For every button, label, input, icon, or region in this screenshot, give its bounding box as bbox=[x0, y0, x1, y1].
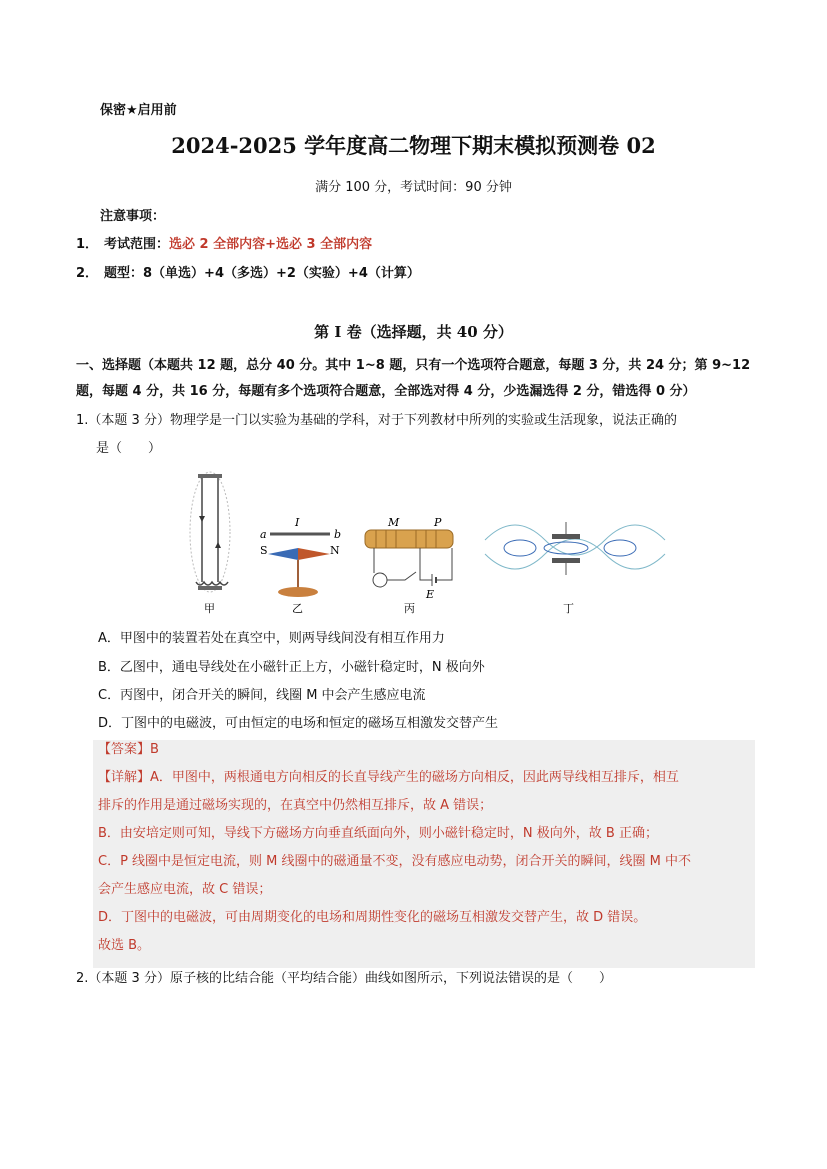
confidential-label: 保密★启用前 bbox=[100, 103, 177, 118]
option-b: B．乙图中，通电导线处在小磁针正上方，小磁针稳定时，N 极向外 bbox=[98, 660, 485, 675]
figure-text-s: S bbox=[260, 544, 268, 557]
detail-line-5: 会产生感应电流，故 C 错误； bbox=[98, 882, 272, 897]
figure-bing bbox=[365, 516, 453, 615]
answer-line: 【答案】B bbox=[98, 742, 159, 757]
figure-text-i: I bbox=[295, 516, 300, 529]
figure-label-jia: 甲 bbox=[204, 602, 215, 615]
note-item-scope bbox=[76, 233, 372, 252]
question-1-line1: 1.（本题 3 分）物理学是一门以实验为基础的学科，对于下列教材中所列的实验或生活现象，说法正确的 bbox=[76, 413, 677, 428]
figure-ding bbox=[485, 522, 665, 615]
note-label: 考试范围： bbox=[104, 237, 170, 252]
question-1-figure bbox=[180, 462, 670, 624]
figure-jia bbox=[190, 472, 230, 615]
question-1-line2: 是（ ） bbox=[96, 441, 162, 456]
question-2-stem: 2.（本题 3 分）原子核的比结合能（平均结合能）曲线如图所示，下列说法错误的是（ ） bbox=[76, 971, 612, 986]
question-1-stem bbox=[76, 407, 756, 463]
figure-yi bbox=[260, 516, 341, 615]
notes-heading: 注意事项： bbox=[100, 209, 166, 224]
figure-label-bing: 丙 bbox=[404, 602, 415, 615]
figure-text-m: M bbox=[388, 516, 400, 529]
detail-line-4: C．P 线圈中是恒定电流，则 M 线圈中的磁通量不变，没有感应电动势，闭合开关的瞬间，线圈 M 中不 bbox=[98, 854, 692, 869]
answer-block bbox=[98, 736, 753, 960]
exam-title: 2024-2025 学年度高二物理下期末模拟预测卷 02 bbox=[171, 133, 656, 158]
detail-line-1: 【详解】A．甲图中，两根通电方向相反的长直导线产生的磁场方向相反，因此两导线相互排斥，相互 bbox=[98, 770, 679, 785]
figure-label-ding: 丁 bbox=[563, 602, 574, 615]
detail-line-6: D．丁图中的电磁波，可由周期变化的电场和周期性变化的磁场互相激发交替产生，故 D 错误。 bbox=[98, 910, 647, 925]
figure-text-e: E bbox=[426, 588, 435, 601]
figure-text-a: a bbox=[260, 528, 267, 541]
option-c: C．丙图中，闭合开关的瞬间，线圈 M 中会产生感应电流 bbox=[98, 688, 426, 703]
option-a: A．甲图中的装置若处在真空中，则两导线间没有相互作用力 bbox=[98, 631, 445, 646]
section-title: 第 I 卷（选择题，共 40 分） bbox=[314, 323, 513, 341]
detail-line-2: 排斥的作用是通过磁场实现的，在真空中仍然相互排斥，故 A 错误； bbox=[98, 798, 493, 813]
figure-label-yi: 乙 bbox=[292, 602, 303, 615]
note-number: 1． bbox=[76, 237, 99, 252]
note-types-text: 题型：8（单选）+4（多选）+2（实验）+4（计算） bbox=[104, 266, 420, 281]
exam-subtitle: 满分 100 分，考试时间：90 分钟 bbox=[315, 180, 512, 195]
section-instructions: 一、选择题（本题共 12 题，总分 40 分。其中 1~8 题，只有一个选项符合题意，每题 3 分，共 24 分；第 9~12 题，每题 4 分，共 16 分，每题有多个选项符合题意，全部选对得 4 分，少选漏选得 2 分，错选得 0 分） bbox=[76, 358, 751, 399]
note-item-types bbox=[76, 262, 420, 281]
option-d: D．丁图中的电磁波，可由恒定的电场和恒定的磁场互相激发交替产生 bbox=[98, 716, 499, 731]
note-scope-value: 选必 2 全部内容+选必 3 全部内容 bbox=[169, 237, 373, 252]
detail-line-7: 故选 B。 bbox=[98, 938, 151, 953]
figure-text-b: b bbox=[334, 528, 342, 541]
note-number: 2． bbox=[76, 266, 99, 281]
detail-line-3: B．由安培定则可知，导线下方磁场方向垂直纸面向外，则小磁针稳定时，N 极向外，故 B 正确； bbox=[98, 826, 658, 841]
figure-text-n: N bbox=[330, 544, 340, 557]
figure-text-p: P bbox=[434, 516, 442, 529]
